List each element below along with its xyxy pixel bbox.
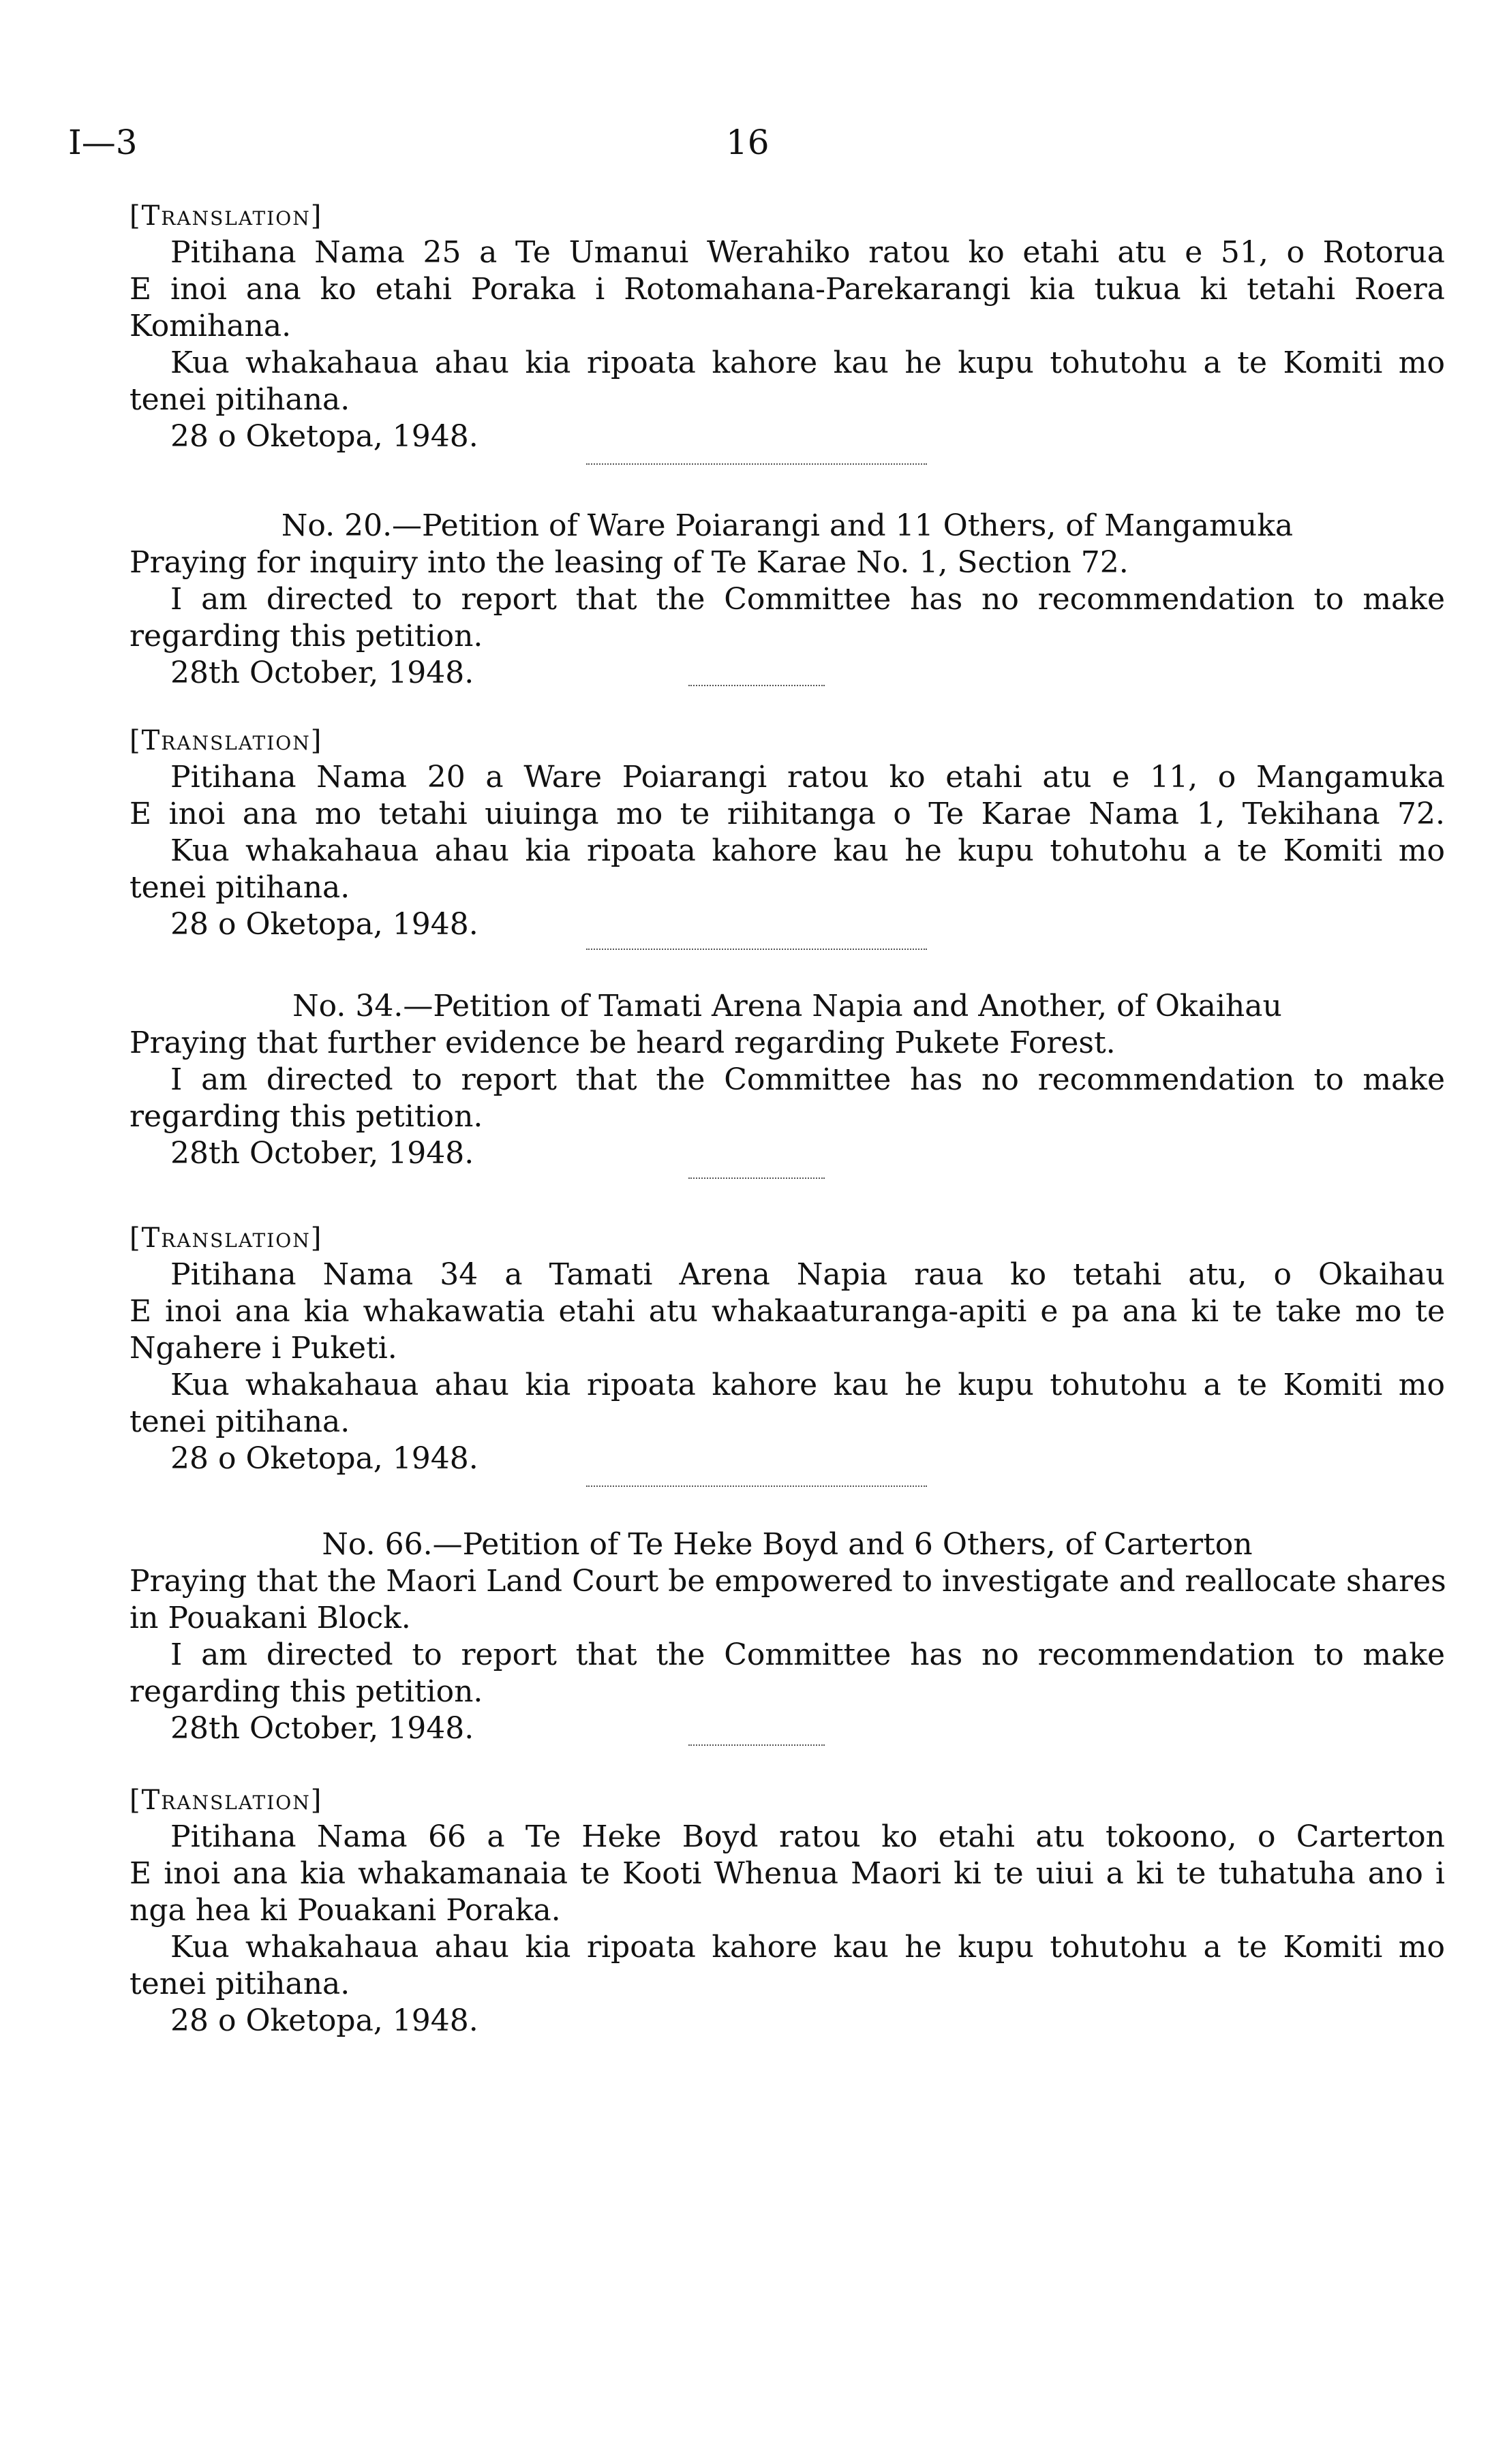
petition-heading: No. 66.—Petition of Te Heke Boyd and 6 Others, of Carterton: [322, 1527, 1253, 1562]
body-line: Kua whakahaua ahau kia ripoata kahore kau he kupu tohutohu a te Komiti mo: [170, 345, 1445, 380]
body-line: regarding this petition.: [130, 1674, 483, 1709]
body-line: I am directed to report that the Committee has no recommendation to make: [170, 582, 1445, 617]
body-line: Kua whakahaua ahau kia ripoata kahore kau he kupu tohutohu a te Komiti mo: [170, 1930, 1445, 1965]
praying-line: Praying that further evidence be heard regarding Pukete Forest.: [130, 1026, 1116, 1060]
body-line: I am directed to report that the Committee has no recommendation to make: [170, 1637, 1445, 1672]
body-line: tenei pitihana.: [130, 382, 350, 417]
translation-20: [130, 722, 1445, 943]
date-line: 28 o Oketopa, 1948.: [170, 1441, 478, 1476]
body-line: Pitihana Nama 66 a Te Heke Boyd ratou ko etahi atu tokoono, o Carterton: [170, 1819, 1445, 1854]
praying-line: Praying that the Maori Land Court be empowered to investigate and reallocate shares: [130, 1564, 1446, 1599]
translation-label: [Translation]: [130, 200, 323, 232]
translation-25: [130, 198, 1445, 455]
petition-20: [130, 508, 1445, 692]
petition-66: [130, 1526, 1445, 1747]
body-line: tenei pitihana.: [130, 1404, 350, 1439]
body-line: regarding this petition.: [130, 619, 483, 653]
body-line: Pitihana Nama 34 a Tamati Arena Napia raua ko tetahi atu, o Okaihau: [170, 1257, 1445, 1292]
body-line: tenei pitihana.: [130, 1967, 350, 2001]
body-line: E inoi ana ko etahi Poraka i Rotomahana-Parekarangi kia tukua ki tetahi Roera: [130, 272, 1445, 307]
date-line: 28 o Oketopa, 1948.: [170, 419, 478, 454]
section-divider: [586, 463, 927, 465]
date-line: 28th October, 1948.: [170, 1711, 474, 1746]
section-divider: [688, 1744, 825, 1746]
body-line: Kua whakahaua ahau kia ripoata kahore kau he kupu tohutohu a te Komiti mo: [170, 833, 1445, 868]
body-line: Ngahere i Puketi.: [130, 1331, 397, 1366]
body-line: I am directed to report that the Committee has no recommendation to make: [170, 1062, 1445, 1097]
section-divider: [688, 1177, 825, 1179]
paper-reference: I—3: [68, 123, 138, 162]
body-line: E inoi ana kia whakawatia etahi atu whakaaturanga-apiti e pa ana ki te take mo te: [130, 1294, 1445, 1329]
body-line: Pitihana Nama 25 a Te Umanui Werahiko ratou ko etahi atu e 51, o Rotorua: [170, 235, 1445, 270]
translation-label: [Translation]: [130, 1222, 323, 1254]
body-line: nga hea ki Pouakani Poraka.: [130, 1893, 561, 1928]
translation-label: [Translation]: [130, 725, 323, 756]
date-line: 28 o Oketopa, 1948.: [170, 2003, 478, 2038]
body-line: Pitihana Nama 20 a Ware Poiarangi ratou ko etahi atu e 11, o Mangamuka: [170, 760, 1445, 795]
petition-34: [130, 988, 1445, 1172]
body-line: tenei pitihana.: [130, 870, 350, 905]
petition-heading: No. 34.—Petition of Tamati Arena Napia and Another, of Okaihau: [292, 989, 1282, 1023]
petition-heading: No. 20.—Petition of Ware Poiarangi and 11 Others, of Mangamuka: [281, 508, 1294, 543]
body-line: E inoi ana kia whakamanaia te Kooti Whenua Maori ki te uiui a ki te tuhatuha ano i: [130, 1856, 1445, 1891]
body-line: E inoi ana mo tetahi uiuinga mo te riihitanga o Te Karae Nama 1, Tekihana 72.: [130, 797, 1445, 831]
praying-line: Praying for inquiry into the leasing of Te Karae No. 1, Section 72.: [130, 545, 1129, 580]
translation-34: [130, 1220, 1445, 1477]
body-line: Komihana.: [130, 309, 292, 343]
date-line: 28th October, 1948.: [170, 1136, 474, 1171]
date-line: 28th October, 1948.: [170, 656, 474, 690]
section-divider: [586, 949, 927, 950]
section-divider: [688, 685, 825, 686]
translation-66: [130, 1782, 1445, 2039]
translation-label: [Translation]: [130, 1785, 323, 1816]
section-divider: [586, 1485, 927, 1487]
date-line: 28 o Oketopa, 1948.: [170, 907, 478, 942]
body-line: in Pouakani Block.: [130, 1601, 411, 1635]
page-number: 16: [726, 123, 770, 162]
body-line: regarding this petition.: [130, 1099, 483, 1134]
body-line: Kua whakahaua ahau kia ripoata kahore kau he kupu tohutohu a te Komiti mo: [170, 1368, 1445, 1402]
